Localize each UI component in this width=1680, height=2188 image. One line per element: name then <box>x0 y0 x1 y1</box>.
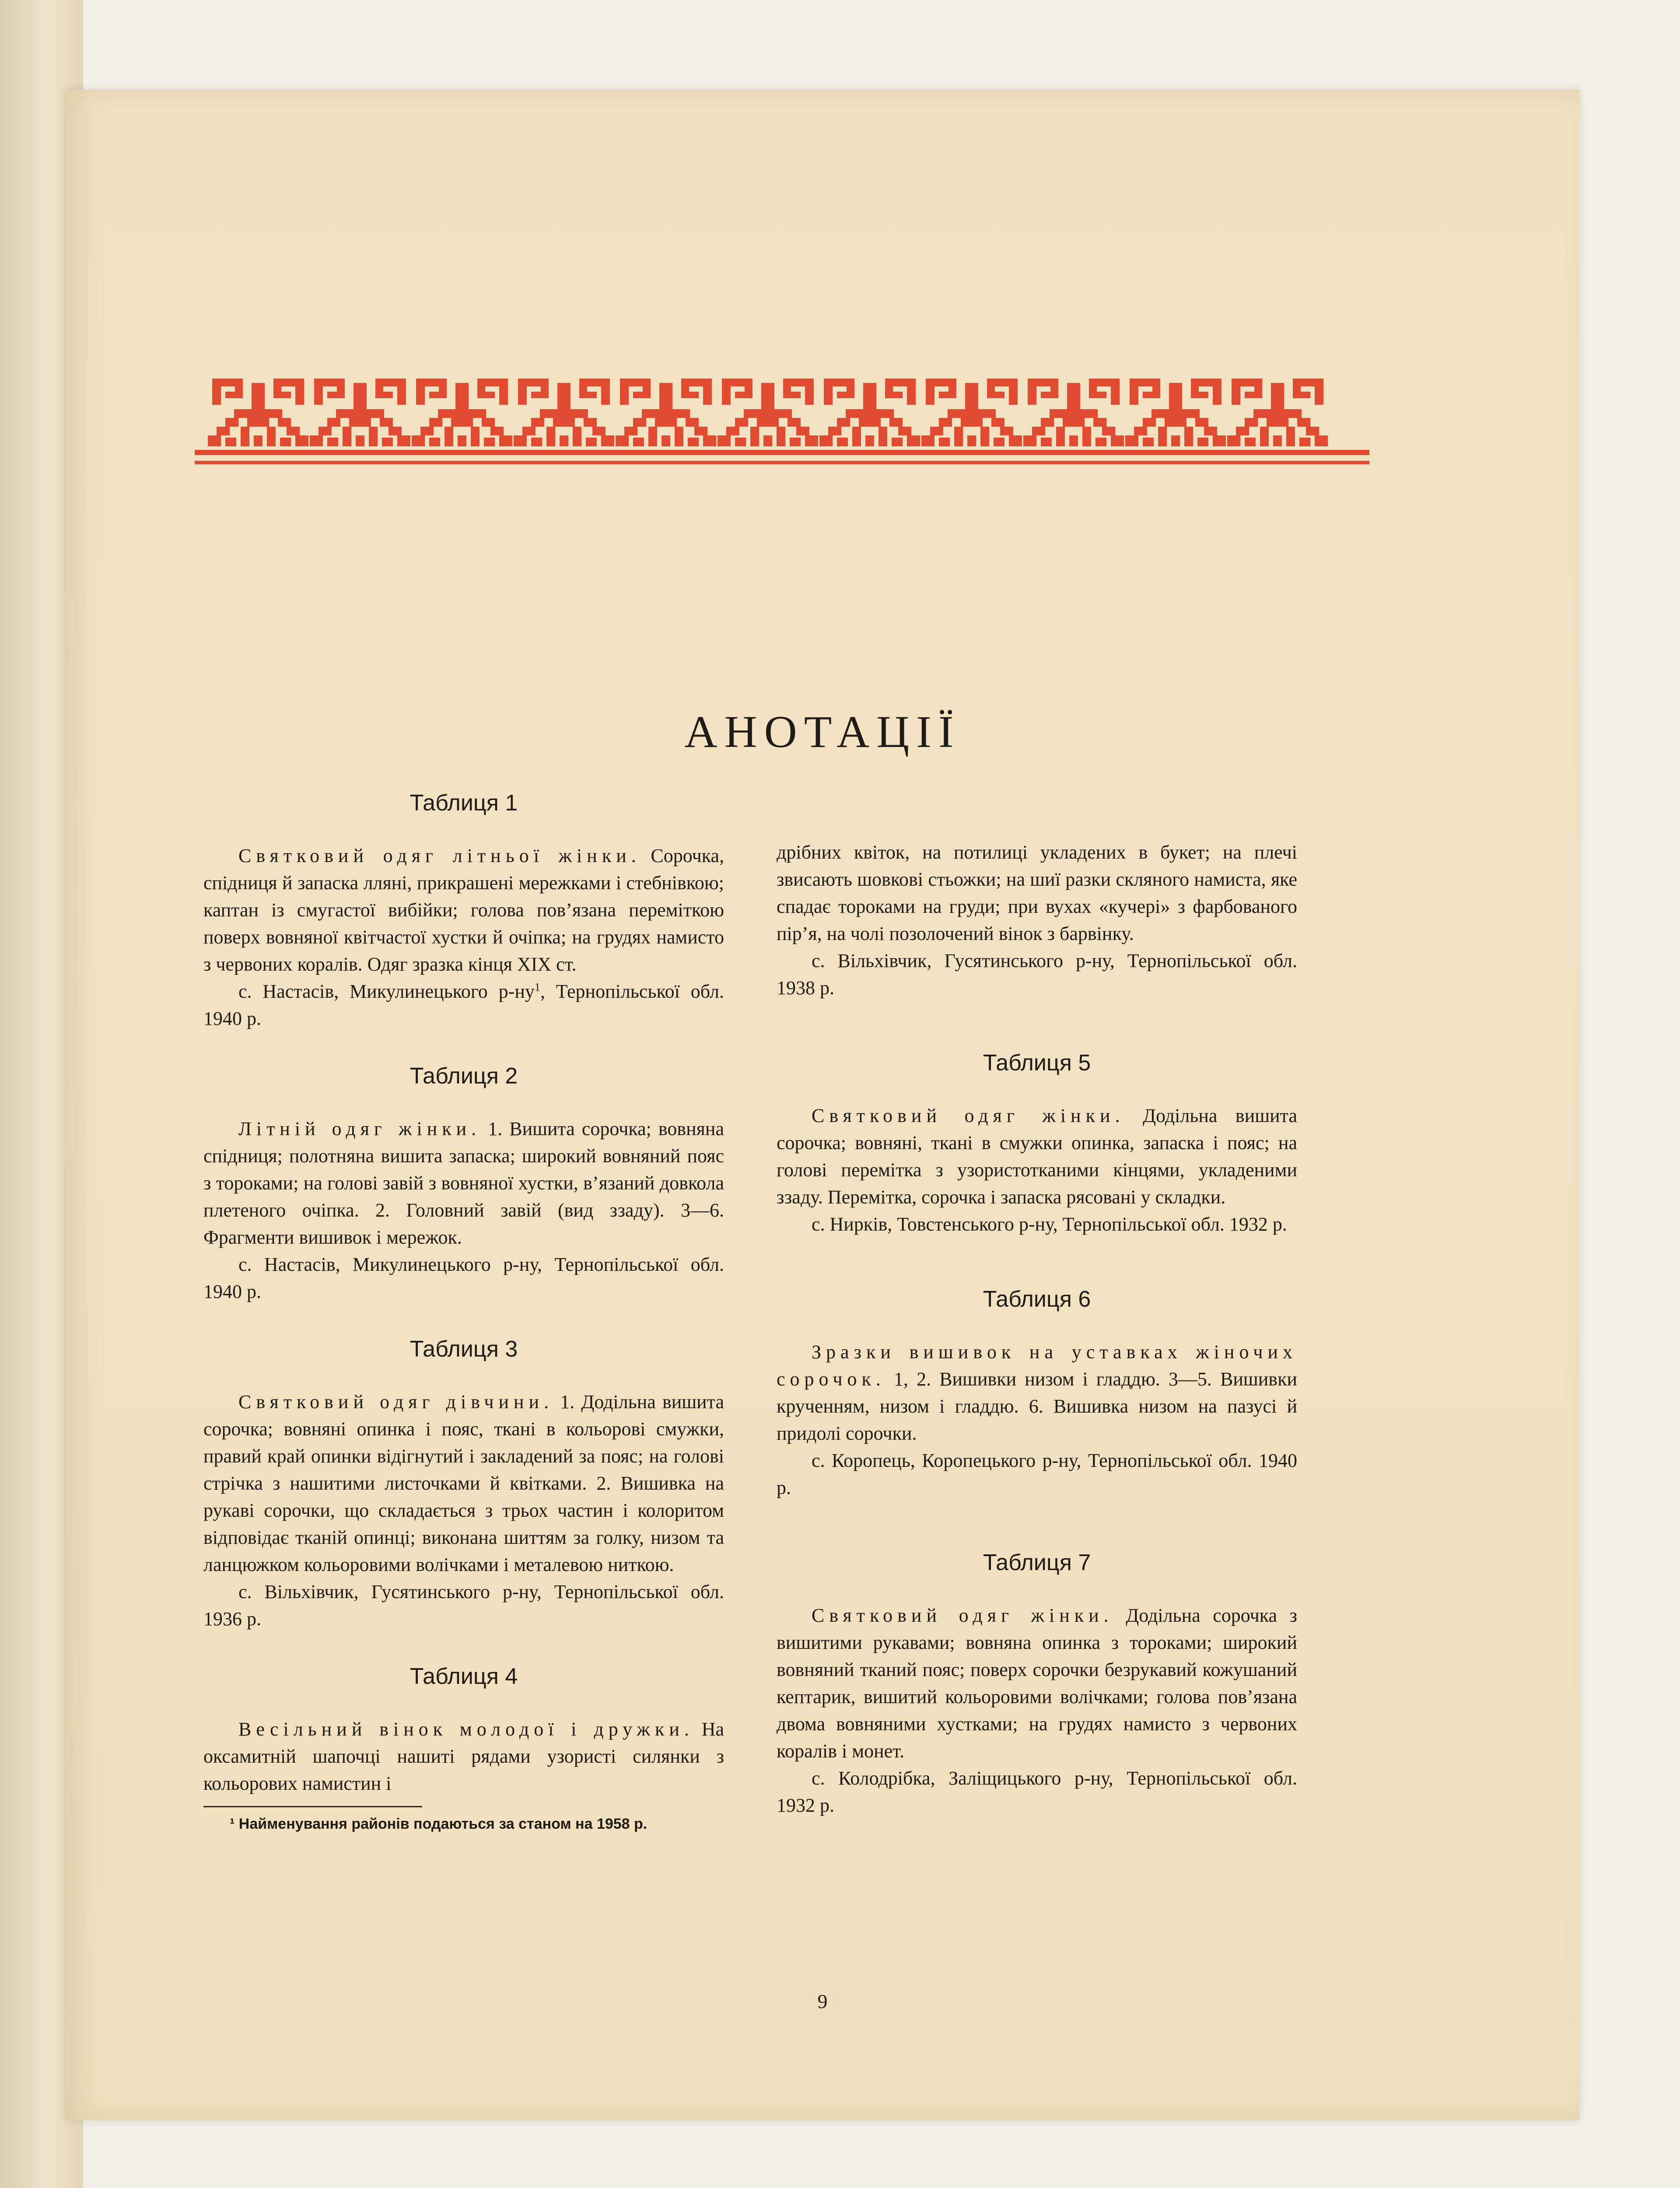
table-heading: Таблиця 4 <box>410 1664 518 1689</box>
annotation-table-7 <box>777 1550 1297 1819</box>
footnote: ¹ Найменування районів подаються за станом на 1958 р. <box>230 1816 648 1832</box>
left-column <box>203 790 724 1834</box>
page-number: 9 <box>817 1990 828 2013</box>
annotation-text: Зразки вишивок на уставках жіночих сорочок. 1, 2. Вишивки низом і гладдю. 3—5. Вишивки крученням, низом і гладдю. 6. Вишивка низом на пазусі й придолі сорочки. <box>777 1341 1297 1444</box>
annotation-place: с. Коропець, Коропецького р-ну, Тернопільської обл. 1940 р. <box>777 1450 1297 1498</box>
annotation-table-3 <box>203 1336 724 1633</box>
table-heading: Таблиця 6 <box>983 1287 1091 1312</box>
annotation-place: с. Вільхівчик, Гусятинського р-ну, Тернопільської обл. 1936 р. <box>203 1581 724 1630</box>
annotation-lead: Святковий одяг жінки. <box>812 1105 1125 1126</box>
annotation-place: с. Настасів, Микулинецького $р-ну^1$, Тернопільської обл. 1940 р. <box>203 981 724 1029</box>
annotation-lead: Святковий одяг дівчини. <box>238 1391 554 1413</box>
annotation-text: Літній одяг жінки. 1. Вишита сорочка; вовняна спідниця; полотняна вишита запаска; широкий вовняний пояс з тороками; на голові завій з вовняної хустки, в’язаний довкола плетеного очіпка. 2. Головний завій (вид ззаду). 3—6. Фрагменти вишивок і мережок. <box>203 1118 724 1248</box>
embroidery-ornament-border <box>195 365 1369 479</box>
annotation-lead: Весільний вінок молодої і дружки. <box>238 1718 694 1740</box>
annotation-lead: Зразки вишивок на уставках жіночих сорочок. <box>777 1341 1297 1390</box>
annotation-text: Весільний вінок молодої і дружки. На оксамитній шапочці нашиті рядами узористі силянки з кольорових намистин і <box>203 1718 724 1794</box>
annotation-place: с. Настасів, Микулинецького р-ну, Тернопільської обл. 1940 р. <box>203 1254 724 1302</box>
page-title: АНОТАЦІЇ <box>684 707 961 757</box>
annotation-lead: Святковий одяг літньої жінки. <box>238 845 641 866</box>
footnote-divider <box>203 1806 422 1807</box>
annotation-text: Святковий одяг жінки. Додільна сорочка з вишитими рукавами; вовняна опинка з тороками; широкий вовняний тканий пояс; поверх сорочки безрукавий кожушаний кептарик, вишитий кольоровими волічками; голова пов’язана двома вовняними хустками; на грудях намисто з червоних коралів і монет. <box>777 1605 1297 1762</box>
table-heading: Таблиця 2 <box>410 1063 518 1089</box>
annotation-table-6 <box>777 1286 1297 1501</box>
annotation-text: Святковий одяг дівчини. 1. Додільна вишита сорочка; вовняні опинка і пояс, ткані в кольорові смужки, правий край опинки відігнутий і закладений за пояс; на голові стрічка з нашитими листочками й квітками. 2. Вишивка на рукаві сорочки, що складається з трьох частин і колоритом відповідає тканій опинці; виконана шиттям за голку, низом та ланцюжком кольоровими волічками і металевою ниткою. <box>203 1391 724 1575</box>
annotation-table-4 <box>203 1663 724 1797</box>
annotation-table-5 <box>777 1050 1297 1238</box>
annotation-table-4-continued <box>777 839 1297 1002</box>
annotation-text: Святковий одяг жінки. Додільна вишита сорочка; вовняні, ткані в смужки опинка, запаска і пояс; на голові перемітка з узористотканими кінцями, укладеними ззаду. Перемітка, сорочка і запаска рясовані у складки. <box>777 1105 1297 1208</box>
book-page <box>66 90 1579 2120</box>
table-heading: Таблиця 5 <box>983 1050 1091 1076</box>
annotation-table-1 <box>203 790 724 1032</box>
annotation-lead: Святковий одяг жінки. <box>812 1605 1113 1626</box>
table-heading: Таблиця 3 <box>410 1336 518 1362</box>
annotation-text-continued: дрібних квіток, на потилиці укладених в букет; на плечі звисають шовкові стьожки; на шиї разки скляного намиста, яке спадає тороками на груди; при вухах «кучері» з фарбованого пір’я, на чолі позолочений вінок з барвінку. <box>777 842 1297 944</box>
annotation-place: с. Вільхівчик, Гусятинського р-ну, Тернопільської обл. 1938 р. <box>777 950 1297 999</box>
annotation-lead: Літній одяг жінки. <box>238 1118 481 1140</box>
annotation-place: с. Колодрібка, Заліщицького р-ну, Тернопільської обл. 1932 р. <box>777 1767 1297 1816</box>
annotation-table-2 <box>203 1063 724 1305</box>
table-heading: Таблиця 7 <box>983 1550 1091 1575</box>
table-heading: Таблиця 1 <box>410 790 518 816</box>
annotation-text: Святковий одяг літньої жінки. Сорочка, спідниця й запаска лляні, прикрашені мережками і стебнівкою; каптан із смугастої вибійки; голова пов’язана переміткою поверх вовняної квітчастої хустки й очіпка; на грудях намисто з червоних коралів. Одяг зразка кінця XIX ст. <box>203 845 724 975</box>
right-column <box>777 839 1297 1819</box>
annotation-place: с. Нирків, Товстенського р-ну, Тернопільської обл. 1932 р. <box>812 1213 1287 1235</box>
